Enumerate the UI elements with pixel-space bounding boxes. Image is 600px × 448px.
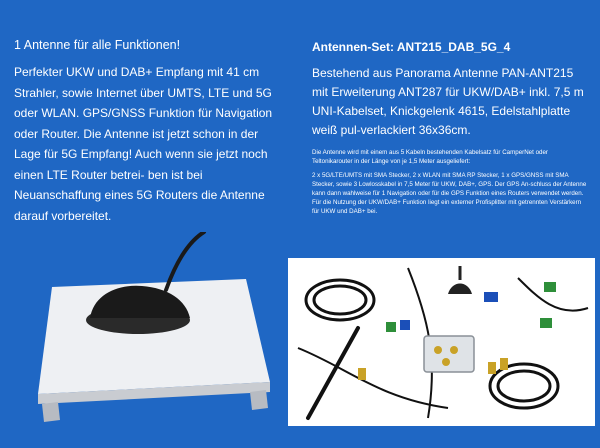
- fakra-connector-green: [544, 282, 556, 292]
- fakra-connector-blue: [484, 292, 498, 302]
- fakra-connector-blue: [400, 320, 410, 330]
- cable-set-intro: Die Antenne wird mit einem aus 5 Kabeln bestehenden Kabelsatz für CamperNet oder Teltonikarouter in der Länge von je 1,5 Meter ausgeliefert:: [312, 149, 548, 165]
- small-antenna: [448, 284, 472, 295]
- antenna-product-image: [38, 232, 278, 427]
- left-body-text: Perfekter UKW und DAB+ Empfang mit 41 cm Strahler, sowie Internet über UMTS, LTE und 5G oder WLAN. GPS/GNSS Funktion für Navigation oder Router. Die Antenne ist jetzt schon in der Lage für 5G Empfang! Auch wenn sie jetzt noch einen LTE Router betrei- ben ist bei Neuanschaffung eines 5G Routers die Antenne darauf vorbereitet.: [14, 65, 273, 223]
- set-description: Bestehend aus Panorama Antenne PAN-ANT215 mit Erweiterung ANT287 für UKW/DAB+ inkl. 7,5 m UNI-Kabelset, Knickgelenk 4615, Edelstahlplatte weiß pul-verlackiert 36x36cm.: [312, 66, 584, 137]
- plate-foot-right: [250, 390, 268, 410]
- set-title: Antennen-Set: ANT215_DAB_5G_4: [312, 40, 511, 54]
- fakra-connector-green: [386, 322, 396, 332]
- sma-connector: [358, 368, 366, 380]
- left-heading: 1 Antenne für alle Funktionen!: [14, 38, 181, 52]
- left-text-column: [14, 38, 279, 226]
- splitter-box: [424, 336, 474, 372]
- sma-connector: [500, 358, 508, 370]
- sma-connector: [488, 362, 496, 374]
- plate-foot-left: [42, 402, 60, 422]
- right-text-column: [312, 40, 588, 221]
- cable-set-details: 2 x 5G/LTE/UMTS mit SMA Stecker, 2 x WLAN mit SMA RP Stecker, 1 x GPS/GNSS mit SMA Stecker, sowie 3 Lowlosskabel in 7,5 Meter für UKW, DAB+, GPS. Der GPS An-schluss der Antenne kann dann wahlweise für 1 Navigation oder für die GPS Funktion eines Routers verwendet werden. Für die Nutzung der UKW/DAB+ Funktion liegt ein externer Profisplitter mit getrennten Verstärkern für UKW und DAB+ bei.: [312, 172, 587, 215]
- fakra-connector-green: [540, 318, 552, 328]
- kit-contents-image: [288, 258, 595, 426]
